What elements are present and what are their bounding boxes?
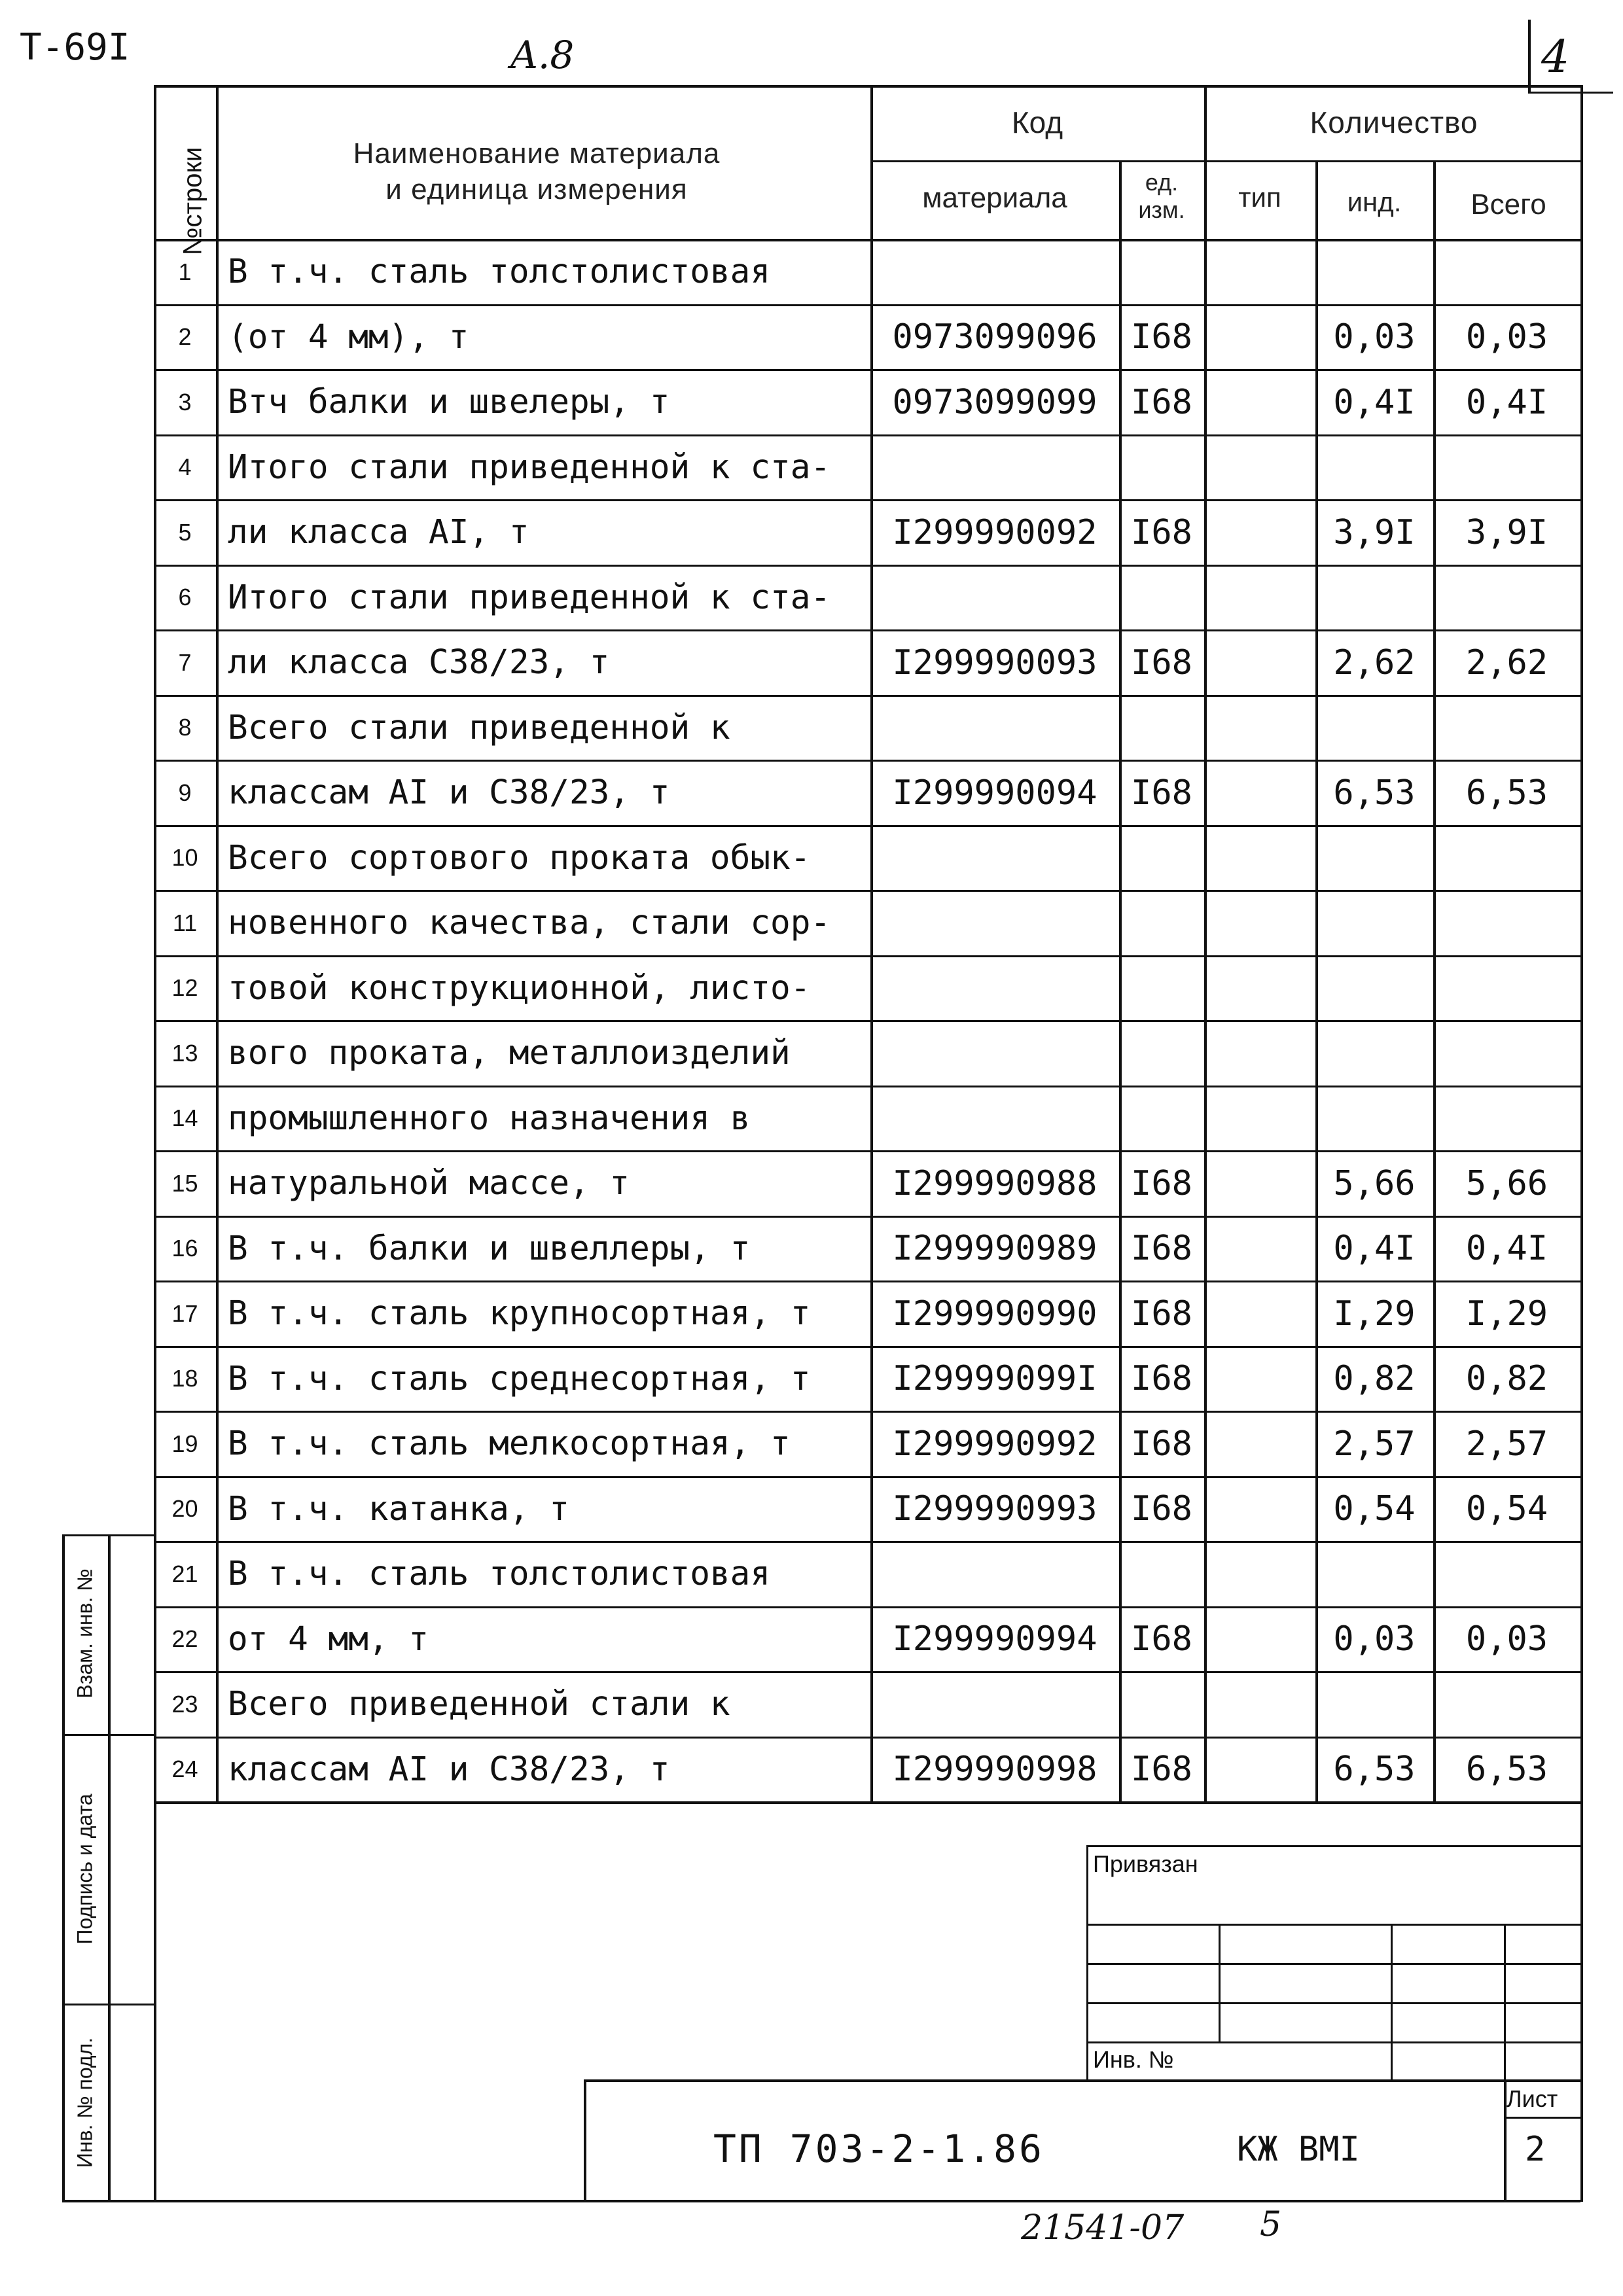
qty-total [1436,1088,1578,1150]
header-qty-group: Количество [1310,105,1478,139]
material-name: ли класса AI, т [228,513,529,552]
material-name: промышленного назначения в [228,1099,751,1138]
material-code [873,1674,1116,1735]
material-code: I299990990 [892,1294,1097,1333]
unit-code [1122,892,1202,954]
material-name: В т.ч. сталь среднесортная, т [228,1359,811,1398]
qty-total: 0,4I [1465,1229,1548,1269]
qty-total: 0,03 [1465,1619,1548,1659]
unit-code [1122,828,1202,889]
qty-individual: 0,4I [1333,382,1416,422]
qty-total: 0,54 [1465,1489,1548,1529]
row-number: 19 [171,1430,198,1457]
row-separator [154,565,1580,567]
table-col-line-7 [1580,85,1583,1801]
material-code: I299990094 [892,773,1097,813]
header-name-line1: Наименование материала [353,137,721,169]
qty-individual [1318,698,1431,759]
material-code [873,241,1116,303]
tb-line-4 [1086,2002,1580,2004]
tb-line-3 [1086,1963,1580,1965]
qty-individual [1318,828,1431,889]
header-qty-ind: инд. [1347,186,1402,217]
material-name: В т.ч. сталь крупносортная, т [228,1294,811,1333]
material-name: В т.ч. сталь толстолистовая [228,253,771,292]
unit-code [1122,1088,1202,1150]
material-code [873,567,1116,629]
row-number: 13 [171,1039,198,1067]
row-separator [154,695,1580,697]
qty-individual: 2,57 [1333,1424,1416,1464]
header-code-material: материала [922,182,1067,214]
stamp-vzam-inv: Взам. инв. № [73,1568,97,1699]
qty-total: 5,66 [1465,1163,1548,1203]
tb-inv-label: Инв. № [1093,2046,1174,2073]
bottom-archive-number: 21541-07 [1021,2208,1185,2248]
tb-document-mark: КЖ ВМI [1237,2130,1360,2169]
document-code: T-69I [20,26,130,69]
material-code [873,1544,1116,1605]
qty-total [1436,437,1578,499]
row-number: 9 [178,779,192,806]
material-code [873,828,1116,889]
material-code [873,698,1116,759]
row-number: 15 [171,1169,198,1197]
row-number: 10 [171,844,198,872]
table-col-line-4 [1204,85,1207,1801]
material-code [873,892,1116,954]
row-number: 21 [171,1560,198,1587]
qty-individual: 5,66 [1333,1163,1416,1203]
tb-privyazan-label: Привязан [1093,1850,1198,1877]
row-number: 7 [178,648,192,676]
row-number: 3 [178,388,192,415]
qty-total [1436,828,1578,889]
qty-individual: 6,53 [1333,773,1416,813]
material-code: I299990992 [892,1424,1097,1464]
qty-individual: 2,62 [1333,643,1416,682]
row-separator [154,955,1580,957]
row-number: 20 [171,1495,198,1523]
qty-total: 0,82 [1465,1359,1548,1399]
material-name: В т.ч. сталь толстолистовая [228,1555,771,1594]
qty-individual: 0,54 [1333,1489,1416,1529]
unit-code: I68 [1131,1489,1192,1529]
qty-total [1436,241,1578,303]
unit-code: I68 [1131,512,1192,552]
qty-total [1436,892,1578,954]
qty-individual [1318,567,1431,629]
row-number: 12 [171,974,198,1002]
unit-code: I68 [1131,382,1192,422]
qty-individual: 0,03 [1333,317,1416,357]
tb-sheet-value: 2 [1525,2130,1546,2169]
header-code-unit: ед. изм. [1138,169,1185,223]
qty-individual [1318,1088,1431,1150]
unit-code: I68 [1131,1424,1192,1464]
page-frame-bottom [62,2200,1580,2202]
header-split-line [870,160,1580,162]
row-separator [154,890,1580,892]
material-name: В т.ч. катанка, т [228,1489,569,1528]
material-name: классам AI и С38/23, т [228,773,670,813]
material-name: (от 4 мм), т [228,317,469,357]
unit-code: I68 [1131,1359,1192,1399]
unit-code: I68 [1131,317,1192,357]
table-border-top [154,85,1580,88]
unit-code: I68 [1131,773,1192,813]
material-code [873,437,1116,499]
tb-document-code: ТП 703-2-1.86 [713,2127,1044,2171]
qty-total [1436,958,1578,1019]
row-number: 23 [171,1690,198,1718]
unit-code [1122,698,1202,759]
material-code: I299990989 [892,1229,1097,1269]
row-separator [154,499,1580,501]
material-code: I299990093 [892,643,1097,682]
qty-individual [1318,1544,1431,1605]
material-name: натуральной массе, т [228,1164,630,1203]
row-separator [154,1086,1580,1087]
row-separator [154,1280,1580,1282]
qty-individual: I,29 [1333,1294,1416,1333]
material-code: I299990092 [892,512,1097,552]
material-name: вого проката, металлоизделий [228,1034,791,1073]
tb-vline-3 [1504,1924,1506,2081]
material-name: от 4 мм, т [228,1619,429,1659]
tb-vline-2 [1391,1924,1393,2081]
qty-total [1436,698,1578,759]
row-number: 6 [178,584,192,611]
material-code [873,958,1116,1019]
row-separator [154,1541,1580,1543]
stamp-podpis-data: Подпись и дата [73,1793,97,1945]
qty-individual [1318,892,1431,954]
material-name: Всего стали приведенной к [228,708,730,747]
page-frame-right [1580,1801,1583,2202]
material-name: Всего сортового проката обык- [228,838,811,877]
unit-code [1122,958,1202,1019]
qty-total [1436,1674,1578,1735]
sheet-corner-number: 4 [1541,31,1570,83]
row-number: 22 [171,1625,198,1653]
row-separator [154,1150,1580,1152]
row-separator [154,1671,1580,1673]
tb-main-left [584,2079,586,2200]
header-qty-type: тип [1238,182,1281,213]
stamp-inner-line [108,1534,111,2202]
tb-line-5 [1086,2041,1580,2043]
row-separator [154,760,1580,762]
header-name-line2: и единица измерения [385,173,688,205]
corner-divider [1528,20,1531,92]
row-number: 18 [171,1365,198,1392]
material-name: Итого стали приведенной к ста- [228,448,831,487]
material-name: товой конструкционной, листо- [228,968,811,1008]
qty-individual: 3,9I [1333,512,1416,552]
unit-code: I68 [1131,643,1192,682]
row-number: 1 [178,258,192,285]
qty-individual [1318,1674,1431,1735]
row-separator [154,1606,1580,1608]
unit-code: I68 [1131,1229,1192,1269]
qty-individual [1318,958,1431,1019]
unit-code [1122,437,1202,499]
stamp-frame-left [62,1534,65,2202]
material-code: I299990988 [892,1163,1097,1203]
row-number: 14 [171,1104,198,1132]
unit-code [1122,1674,1202,1735]
row-number: 24 [171,1756,198,1783]
material-code [873,1088,1116,1150]
qty-individual [1318,1023,1431,1084]
row-separator [154,304,1580,306]
unit-code [1122,241,1202,303]
qty-total: 6,53 [1465,773,1548,813]
material-name: Всего приведенной стали к [228,1685,730,1724]
qty-total [1436,567,1578,629]
qty-total: 0,4I [1465,382,1548,422]
tb-main-top [584,2079,1580,2082]
header-row-number: №строки [178,147,207,256]
table-border-bottom [154,1801,1580,1804]
row-number: 17 [171,1299,198,1327]
qty-individual [1318,437,1431,499]
tb-line-2 [1086,1924,1580,1926]
row-separator [154,1476,1580,1478]
qty-individual: 0,03 [1333,1619,1416,1659]
material-name: В т.ч. балки и швеллеры, т [228,1229,751,1268]
material-code: I299990998 [892,1750,1097,1790]
material-code [873,1023,1116,1084]
unit-code [1122,1023,1202,1084]
row-number: 2 [178,323,192,351]
material-code: 0973099096 [892,317,1097,357]
tb-sheet-label-line [1504,2117,1580,2119]
corner-divider-h [1528,92,1613,94]
row-separator [154,1411,1580,1413]
page-frame-left [154,1801,156,2202]
row-separator [154,825,1580,827]
qty-individual: 0,82 [1333,1359,1416,1399]
qty-total: 0,03 [1465,317,1548,357]
bottom-page-number: 5 [1260,2205,1282,2244]
stamp-inv-podl: Инв. № подл. [73,2037,97,2168]
section-mark: A.8 [510,33,575,77]
row-number: 4 [178,453,192,481]
tb-sheet-label: Лист [1507,2085,1558,2112]
row-separator [154,1737,1580,1739]
qty-total: 2,62 [1465,643,1548,682]
qty-total: I,29 [1465,1294,1548,1333]
header-qty-total: Всего [1471,188,1546,221]
qty-total [1436,1544,1578,1605]
material-code: I299990993 [892,1489,1097,1529]
material-name: новенного качества, стали сор- [228,904,831,943]
material-name: ли класса С38/23, т [228,643,610,682]
row-number: 8 [178,714,192,741]
material-code: I299990994 [892,1619,1097,1659]
qty-individual: 0,4I [1333,1229,1416,1269]
qty-total: 2,57 [1465,1424,1548,1464]
row-separator [154,434,1580,436]
qty-individual: 6,53 [1333,1750,1416,1790]
unit-code [1122,567,1202,629]
tb-line-top [1086,1845,1580,1847]
material-code: I29999099I [892,1359,1097,1399]
row-separator [154,1346,1580,1348]
tb-vline-1 [1219,1924,1221,2041]
material-name: В т.ч. сталь мелкосортная, т [228,1424,791,1464]
unit-code: I68 [1131,1294,1192,1333]
row-separator [154,1216,1580,1218]
qty-total: 6,53 [1465,1750,1548,1790]
qty-total [1436,1023,1578,1084]
row-separator [154,629,1580,631]
unit-code: I68 [1131,1750,1192,1790]
qty-total: 3,9I [1465,512,1548,552]
material-name: Втч балки и швелеры, т [228,383,670,422]
row-number: 11 [172,909,198,936]
row-number: 16 [171,1235,198,1262]
material-name: Итого стали приведенной к ста- [228,578,831,617]
row-separator [154,1020,1580,1022]
unit-code [1122,1544,1202,1605]
row-number: 5 [178,518,192,546]
row-separator [154,369,1580,371]
material-name: классам AI и С38/23, т [228,1750,670,1789]
qty-individual [1318,241,1431,303]
unit-code: I68 [1131,1619,1192,1659]
material-code: 0973099099 [892,382,1097,422]
header-code-group: Код [1011,105,1063,139]
unit-code: I68 [1131,1163,1192,1203]
